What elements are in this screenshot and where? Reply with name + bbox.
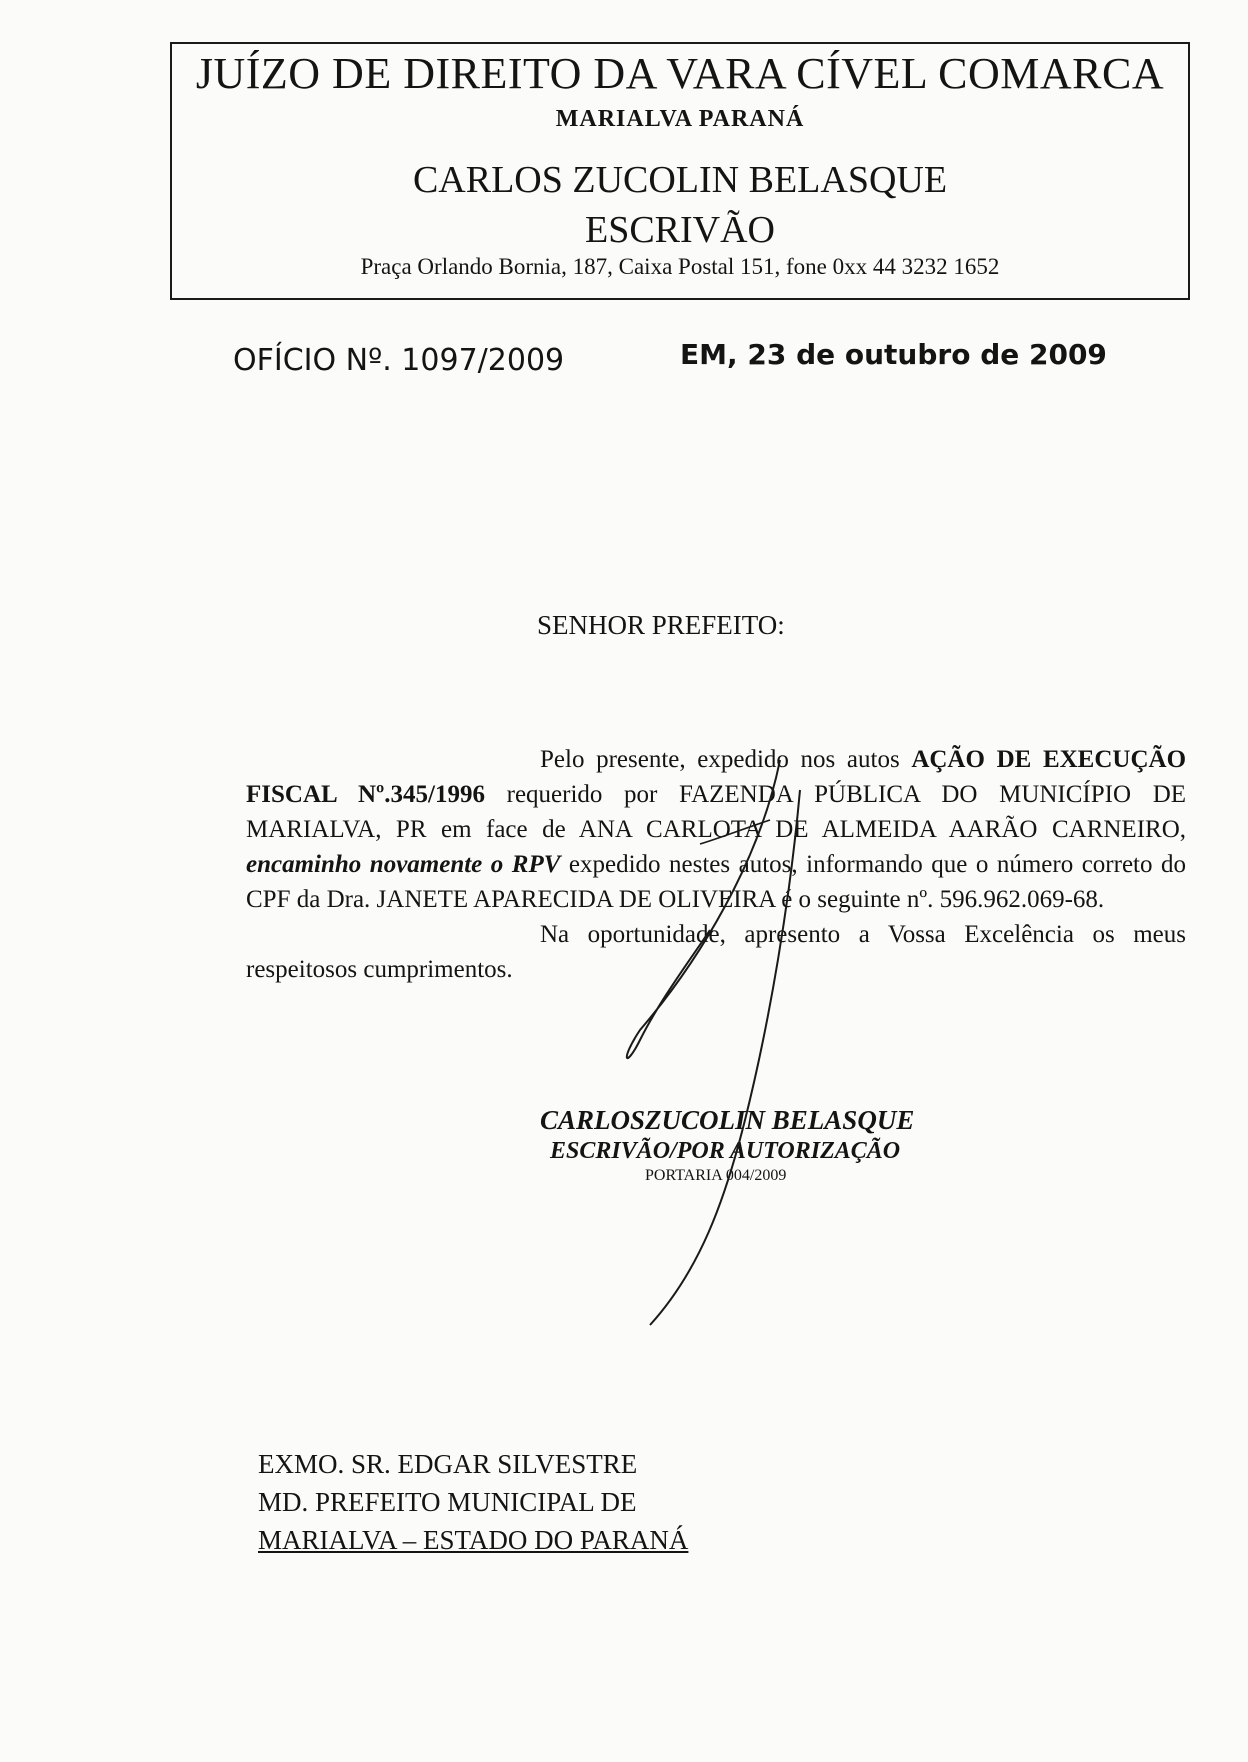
court-title: JUÍZO DE DIREITO DA VARA CÍVEL COMARCA bbox=[195, 49, 1165, 98]
recipient-line-3: MARIALVA – ESTADO DO PARANÁ bbox=[258, 1525, 689, 1555]
office-date: EM, 23 de outubro de 2009 bbox=[680, 338, 1107, 371]
letter-body bbox=[246, 742, 1186, 987]
p1-intro: Pelo presente, expedido nos autos bbox=[540, 746, 900, 773]
signatory-name: CARLOSZUCOLIN BELASQUE bbox=[540, 1105, 915, 1135]
letterhead-box bbox=[170, 42, 1190, 300]
p2-text: Na oportunidade, apresento a Vossa Excelência os meus respeitosos cumprimentos. bbox=[246, 921, 1186, 983]
signatory-ordinance: PORTARIA 004/2009 bbox=[645, 1167, 787, 1184]
salutation: SENHOR PREFEITO: bbox=[537, 610, 785, 640]
p1-end: expedido nestes autos, informando que o número correto do CPF da Dra. JANETE APARECIDA DE OLIVEIRA é o seguinte nº. 596.962.069-68. bbox=[246, 851, 1186, 913]
p1-mid: requerido por FAZENDA PÚBLICA DO MUNICÍPIO DE MARIALVA, PR em face de ANA CARLOTA DE ALMEIDA AARÃO CARNEIRO, bbox=[246, 781, 1187, 843]
body-paragraph-2 bbox=[246, 917, 1186, 987]
registrar-role: ESCRIVÃO bbox=[584, 209, 776, 251]
registrar-name: CARLOS ZUCOLIN BELASQUE bbox=[412, 159, 948, 201]
body-paragraph-1 bbox=[246, 742, 1186, 917]
recipient-line-1: EXMO. SR. EDGAR SILVESTRE bbox=[258, 1449, 638, 1479]
signature-block bbox=[540, 1105, 914, 1185]
signatory-role: ESCRIVÃO/POR AUTORIZAÇÃO bbox=[550, 1138, 901, 1164]
office-address: Praça Orlando Bornia, 187, Caixa Postal 151, fone 0xx 44 3232 1652 bbox=[360, 254, 1000, 279]
court-city: MARIALVA PARANÁ bbox=[555, 106, 805, 132]
office-number: OFÍCIO Nº. 1097/2009 bbox=[233, 343, 565, 378]
recipient-block bbox=[258, 1445, 688, 1559]
recipient-line-2: MD. PREFEITO MUNICIPAL DE bbox=[258, 1487, 637, 1517]
p1-emphasis: encaminho novamente o RPV bbox=[246, 851, 561, 878]
p1-action: AÇÃO DE EXECUÇÃO FISCAL Nº.345/1996 bbox=[246, 746, 1187, 808]
